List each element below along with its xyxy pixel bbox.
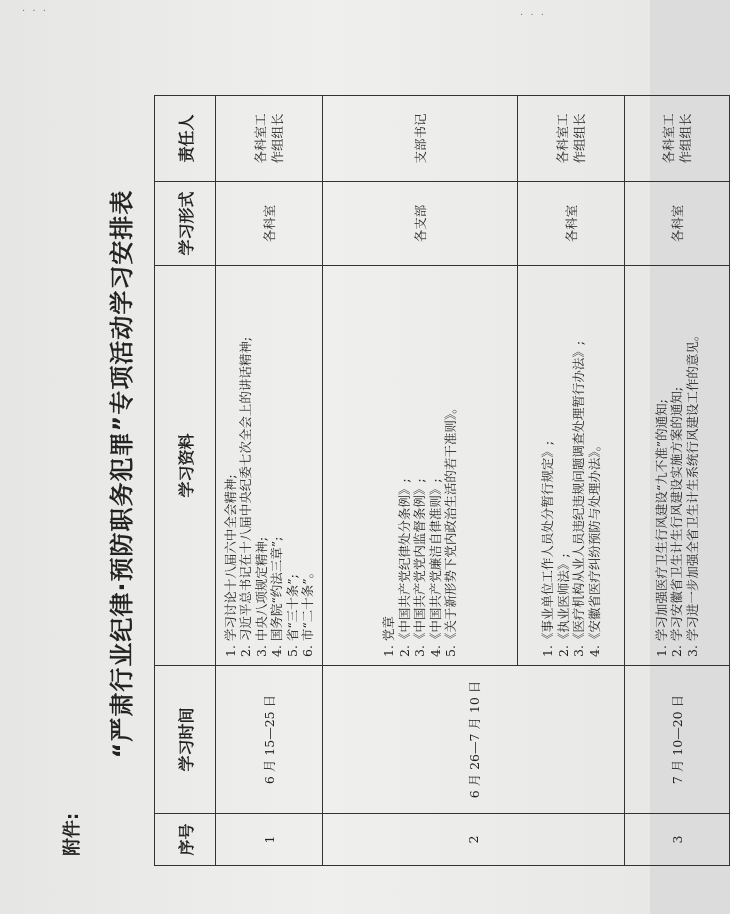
material-item: 3.《中国共产党党内监督条例》; (412, 478, 428, 657)
responsible-person (625, 96, 730, 182)
table-row (323, 96, 518, 866)
study-time: 7 月 10—20 日 (625, 666, 730, 814)
material-item: 3. 中央八项规定精神; (253, 536, 269, 657)
responsible-person (216, 96, 323, 182)
table-header-row (155, 96, 216, 866)
document-title: “严肃行业纪律·预防职务犯罪”专项活动学习安排表 (108, 189, 136, 759)
scan-speck: · · · (520, 10, 546, 21)
study-time: 6 月 26—7 月 10 日 (323, 666, 625, 814)
material-item: 3. 学习进一步加强全省卫生计生系统行风建设工作的意见。 (684, 328, 700, 657)
table-row (625, 96, 730, 866)
material-item: 1. 学习讨论十八届六中全会精神; (222, 474, 238, 657)
study-materials (323, 266, 518, 666)
material-item: 3.《医疗机构从业人员违纪违规问题调查处理暂行办法》; (571, 340, 586, 657)
schedule-table (154, 95, 730, 866)
column-header-time: 学习时间 (155, 666, 216, 814)
row-number: 1 (216, 814, 323, 866)
study-form: 各支部 (323, 182, 518, 266)
responsible-line: 各科室工 (253, 113, 268, 164)
material-item: 5.《关于新形势下党内政治生活的若干准则》。 (443, 401, 459, 657)
material-item: 6. 市“二十条”。 (300, 565, 315, 657)
material-item: 2. 习近平总书记在十八届中央纪委七次全会上的讲话精神; (238, 336, 253, 657)
material-item: 5. 省“三十条”; (284, 574, 300, 657)
responsible-person (518, 96, 625, 182)
study-materials (625, 266, 730, 666)
study-materials (216, 266, 323, 666)
material-item: 2. 学习安徽省卫生计生行风建设实施方案的通知; (669, 386, 685, 657)
material-item: 1. 学习加强医疗卫生行风建设“九不准”的通知; (653, 399, 669, 657)
study-form: 各科室 (216, 182, 323, 266)
responsible-line: 各科室工 (555, 113, 570, 164)
material-item: 2.《执业医师法》; (555, 553, 571, 657)
responsible-person (323, 96, 518, 182)
material-item: 1. 党章 (381, 616, 397, 657)
column-header-materials: 学习资料 (155, 266, 216, 666)
column-header-form: 学习形式 (155, 182, 216, 266)
study-materials (518, 266, 625, 666)
responsible-line: 作组组长 (572, 113, 587, 164)
material-item: 2.《中国共产党纪律处分条例》; (396, 478, 412, 657)
row-number: 2 (323, 814, 625, 866)
study-form: 各科室 (625, 182, 730, 266)
responsible-line: 作组组长 (678, 113, 693, 164)
rotated-document (52, 74, 700, 874)
material-item: 1.《事业单位工作人员处分暂行规定》; (540, 440, 555, 657)
material-item: 4.《安徽省医疗纠纷预防与处理办法》。 (586, 438, 602, 657)
scan-speck: · · · (22, 6, 48, 17)
table-row (216, 96, 323, 866)
column-header-responsible: 责任人 (155, 96, 216, 182)
material-item: 4.《中国共产党廉洁自律准则》; (427, 478, 443, 657)
study-time: 6 月 15—25 日 (216, 666, 323, 814)
responsible-line: 各科室工 (661, 113, 676, 164)
responsible-line: 支部书记 (412, 113, 428, 164)
row-number: 3 (625, 814, 730, 866)
responsible-line: 作组组长 (270, 113, 285, 164)
column-header-no: 序号 (155, 814, 216, 866)
material-item: 4. 国务院“约法三章”; (269, 536, 284, 657)
study-form: 各科室 (518, 182, 625, 266)
attachment-label: 附件: (62, 812, 83, 856)
